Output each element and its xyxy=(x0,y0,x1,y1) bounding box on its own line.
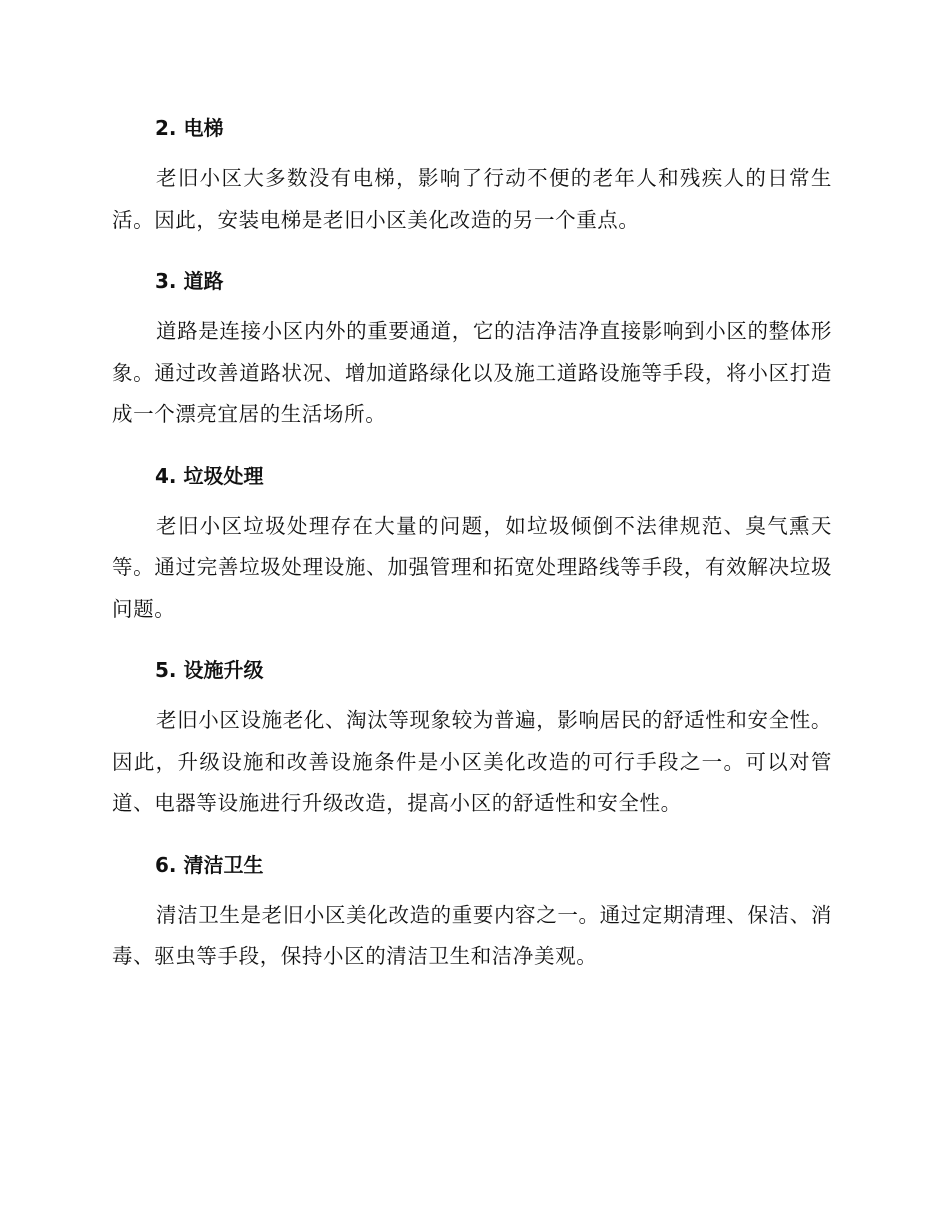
section-cleaning xyxy=(112,845,832,978)
section-roads xyxy=(112,261,832,436)
section-heading: 6. 清洁卫生 xyxy=(155,852,264,877)
section-facilities xyxy=(112,650,832,825)
section-paragraph: 老旧小区垃圾处理存在大量的问题，如垃圾倾倒不法律规范、臭气熏天等。通过完善垃圾处理设施、加强管理和拓宽处理路线等手段，有效解决垃圾问题。 xyxy=(112,513,832,621)
section-garbage xyxy=(112,456,832,631)
section-paragraph: 清洁卫生是老旧小区美化改造的重要内容之一。通过定期清理、保洁、消毒、驱虫等手段，保持小区的清洁卫生和洁净美观。 xyxy=(112,902,832,968)
section-paragraph: 老旧小区大多数没有电梯，影响了行动不便的老年人和残疾人的日常生活。因此，安装电梯是老旧小区美化改造的另一个重点。 xyxy=(112,166,832,232)
document-content xyxy=(112,108,832,998)
section-heading: 4. 垃圾处理 xyxy=(155,463,264,488)
section-heading: 3. 道路 xyxy=(155,269,224,293)
section-paragraph: 道路是连接小区内外的重要通道，它的洁净洁净直接影响到小区的整体形象。通过改善道路状况、增加道路绿化以及施工道路设施等手段，将小区打造成一个漂亮宜居的生活场所。 xyxy=(112,319,832,426)
section-heading: 2. 电梯 xyxy=(155,116,224,140)
section-elevator xyxy=(112,108,832,241)
section-paragraph: 老旧小区设施老化、淘汰等现象较为普遍，影响居民的舒适性和安全性。因此，升级设施和改善设施条件是小区美化改造的可行手段之一。可以对管道、电器等设施进行升级改造，提高小区的舒适性和安全性。 xyxy=(112,708,832,815)
section-heading: 5. 设施升级 xyxy=(155,658,264,682)
